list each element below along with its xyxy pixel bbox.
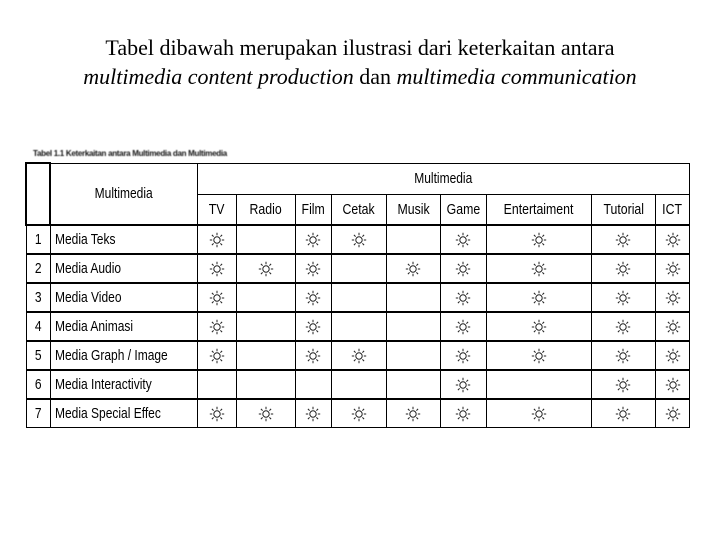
group-header [197, 163, 689, 194]
sun-icon [665, 319, 681, 335]
table-cell [486, 283, 591, 312]
sun-icon [455, 319, 471, 335]
sun-icon [305, 232, 321, 248]
column-header [486, 194, 591, 225]
table-cell [440, 399, 486, 428]
column-header-label: Film [301, 200, 325, 218]
table-cell [486, 312, 591, 341]
sun-icon [531, 290, 547, 306]
title-term-communication: multimedia communication [396, 64, 637, 89]
column-header-label: TV [208, 200, 225, 218]
sun-icon [531, 406, 547, 422]
sun-icon [455, 290, 471, 306]
sun-icon [258, 406, 274, 422]
row-label-cell [50, 254, 197, 283]
row-number: 3 [28, 283, 48, 312]
sun-icon [455, 406, 471, 422]
sun-icon [351, 348, 367, 364]
table-cell [591, 254, 655, 283]
sun-icon [209, 406, 225, 422]
row-number: 7 [28, 399, 48, 428]
table-cell [331, 370, 386, 399]
table-row [26, 341, 690, 370]
column-header-label: Cetak [342, 200, 375, 218]
table-row [26, 312, 690, 341]
sun-icon [209, 319, 225, 335]
table-cell [236, 254, 295, 283]
table-cell [295, 399, 331, 428]
sun-icon [455, 232, 471, 248]
table-cell [386, 225, 440, 254]
column-header-label: Tutorial [603, 200, 644, 218]
table-cell [486, 341, 591, 370]
row-label-cell [50, 370, 197, 399]
column-header [331, 194, 386, 225]
row-header: Multimedia [65, 163, 183, 225]
table-cell [591, 283, 655, 312]
column-header [197, 194, 236, 225]
table-cell [386, 254, 440, 283]
row-number: 6 [28, 370, 48, 399]
column-header [295, 194, 331, 225]
table-cell [295, 225, 331, 254]
column-header-label: ICT [662, 200, 683, 218]
title-line-2 [0, 62, 720, 91]
sun-icon [209, 290, 225, 306]
column-header [591, 194, 655, 225]
table-cell [656, 341, 690, 370]
row-label-cell [50, 225, 197, 254]
table-row [26, 399, 690, 428]
table-cell [591, 399, 655, 428]
row-number: 1 [28, 225, 48, 254]
table-cell [440, 254, 486, 283]
row-label: Media Animasi [54, 317, 134, 335]
sun-icon [531, 348, 547, 364]
row-label-cell [50, 283, 197, 312]
sun-icon [665, 377, 681, 393]
table-cell [486, 370, 591, 399]
sun-icon [615, 319, 631, 335]
table-cell [386, 370, 440, 399]
sun-icon [209, 261, 225, 277]
sun-icon [455, 261, 471, 277]
table-row [26, 225, 690, 254]
table-cell [331, 225, 386, 254]
sun-icon [615, 290, 631, 306]
column-header-label: Musik [397, 200, 430, 218]
column-header-label: Game [446, 200, 481, 218]
table-cell [197, 283, 236, 312]
column-header [440, 194, 486, 225]
multimedia-table [25, 162, 690, 428]
table-cell [440, 312, 486, 341]
sun-icon [615, 232, 631, 248]
table-cell [197, 254, 236, 283]
table-cell [386, 312, 440, 341]
table-cell [591, 312, 655, 341]
sun-icon [455, 348, 471, 364]
table-cell [295, 254, 331, 283]
sun-icon [305, 290, 321, 306]
sun-icon [305, 261, 321, 277]
table-cell [295, 283, 331, 312]
table-row [26, 370, 690, 399]
table-cell [486, 399, 591, 428]
table-cell [236, 341, 295, 370]
column-header [236, 194, 295, 225]
table-cell [591, 370, 655, 399]
table-cell [386, 283, 440, 312]
sun-icon [405, 406, 421, 422]
table-cell [656, 370, 690, 399]
table-cell [331, 341, 386, 370]
row-label-cell [50, 312, 197, 341]
table-row [26, 283, 690, 312]
sun-icon [615, 377, 631, 393]
column-header [656, 194, 690, 225]
table-cell [656, 254, 690, 283]
sun-icon [665, 290, 681, 306]
table-cell [331, 399, 386, 428]
table-cell [440, 225, 486, 254]
sun-icon [351, 232, 367, 248]
table-cell [295, 312, 331, 341]
table-cell [197, 341, 236, 370]
row-label: Media Video [54, 288, 122, 306]
row-label: Media Graph / Image [54, 346, 168, 364]
sun-icon [258, 261, 274, 277]
sun-icon [209, 232, 225, 248]
table-cell [197, 225, 236, 254]
sun-icon [455, 377, 471, 393]
row-label: Media Audio [54, 259, 122, 277]
table-cell [591, 225, 655, 254]
sun-icon [305, 406, 321, 422]
table-cell [386, 399, 440, 428]
table-cell [197, 370, 236, 399]
table-cell [440, 370, 486, 399]
table-cell [331, 254, 386, 283]
table-cell [440, 283, 486, 312]
table-cell [236, 312, 295, 341]
table-cell [386, 341, 440, 370]
table-cell [197, 399, 236, 428]
sun-icon [615, 261, 631, 277]
sun-icon [665, 261, 681, 277]
sun-icon [305, 319, 321, 335]
group-header-label: Multimedia [414, 170, 473, 187]
table-cell [331, 312, 386, 341]
table-cell [236, 225, 295, 254]
table-cell [591, 341, 655, 370]
page-title [0, 33, 720, 91]
table-cell [656, 399, 690, 428]
title-line-1: Tabel dibawah merupakan ilustrasi dari keterkaitan antara [105, 35, 615, 60]
sun-icon [531, 261, 547, 277]
table-cell [236, 283, 295, 312]
sun-icon [405, 261, 421, 277]
table-cell [486, 225, 591, 254]
column-header-label: Entertaiment [503, 200, 574, 218]
table-cell [656, 225, 690, 254]
table-cell [236, 399, 295, 428]
row-number: 4 [28, 312, 48, 341]
table-row [26, 254, 690, 283]
row-label-cell [50, 341, 197, 370]
table-caption: Tabel 1.1 Keterkaitan antara Multimedia dan Multimedia [33, 150, 227, 158]
table-cell [331, 283, 386, 312]
table-cell [295, 341, 331, 370]
row-label: Media Interactivity [54, 375, 152, 393]
row-number: 2 [28, 254, 48, 283]
title-connector: dan [353, 64, 397, 89]
sun-icon [305, 348, 321, 364]
row-label: Media Teks [54, 230, 116, 248]
table-cell [440, 341, 486, 370]
table-cell [656, 283, 690, 312]
sun-icon [615, 348, 631, 364]
table-cell [486, 254, 591, 283]
row-number: 5 [28, 341, 48, 370]
sun-icon [615, 406, 631, 422]
sun-icon [665, 348, 681, 364]
column-header [386, 194, 440, 225]
table-cell [197, 312, 236, 341]
row-label-cell [50, 399, 197, 428]
sun-icon [665, 406, 681, 422]
sun-icon [531, 232, 547, 248]
table-cell [236, 370, 295, 399]
sun-icon [351, 406, 367, 422]
number-header-cell [26, 163, 50, 225]
title-term-content-production: multimedia content production [83, 64, 354, 89]
row-label: Media Special Effec [54, 404, 161, 422]
sun-icon [665, 232, 681, 248]
table-cell [656, 312, 690, 341]
sun-icon [209, 348, 225, 364]
sun-icon [531, 319, 547, 335]
column-header-label: Radio [249, 200, 282, 218]
table-cell [295, 370, 331, 399]
